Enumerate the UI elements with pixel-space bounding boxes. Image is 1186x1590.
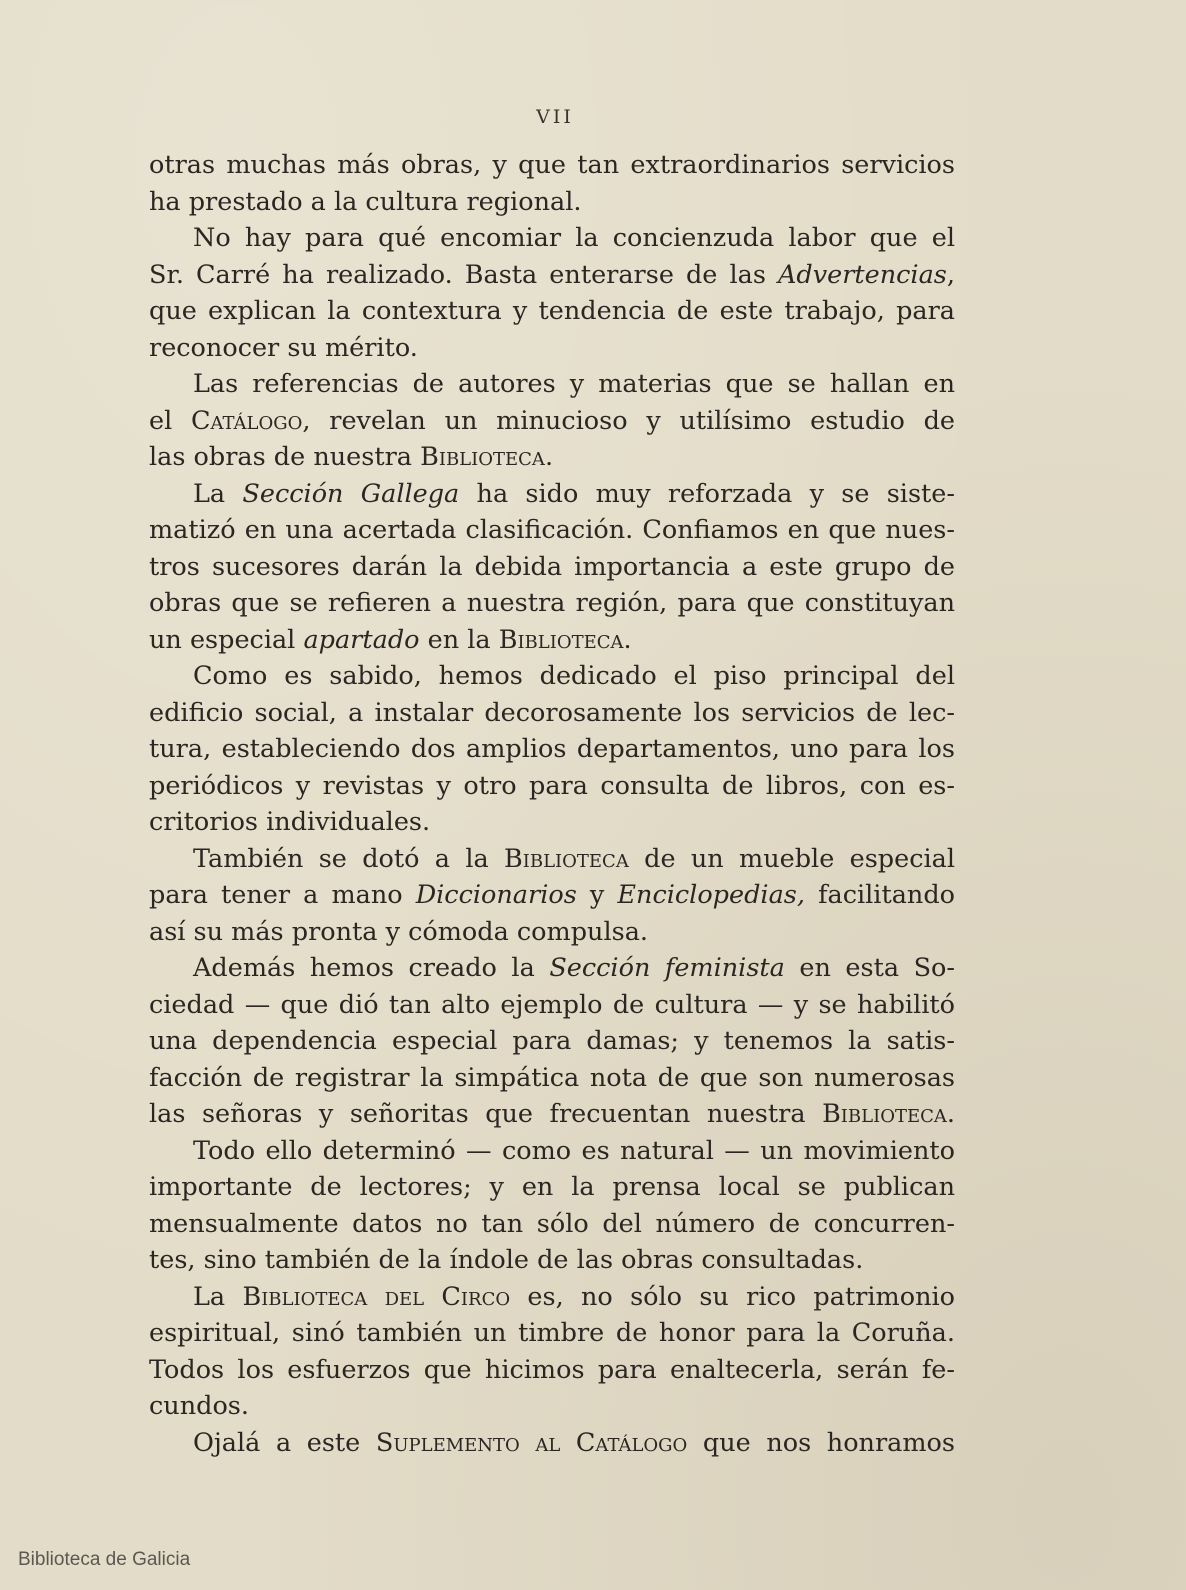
small-caps-text: Biblioteca del Circo (242, 1281, 511, 1312)
italic-text: Sección Gallega (242, 478, 460, 509)
text-line: que explican la contextura y tendencia de este trabajo, para (149, 296, 955, 326)
text-segment: También se dotó a la (193, 843, 504, 874)
text-segment: es, no sólo su rico patrimonio (510, 1281, 955, 1312)
text-line (149, 841, 955, 878)
text-segment: para tener a mano (149, 880, 416, 910)
text-line: Todos los esfuerzos que hicimos para enaltecerla, serán fe- (149, 1354, 955, 1385)
text-line (149, 439, 955, 476)
text-line: ciedad — que dió tan alto ejemplo de cultura — y se habilitó (149, 989, 955, 1020)
text-segment: las obras de nuestra (149, 442, 421, 472)
text-line: importante de lectores; y en la prensa local se publican (149, 1172, 955, 1202)
text-segment: Ojalá a este (193, 1427, 376, 1458)
text-line: Las referencias de autores y materias que se hallan en (193, 369, 955, 399)
text-line: cundos. (149, 1391, 249, 1421)
text-segment: las señoras y señoritas que frecuentan nuestra (149, 1099, 823, 1129)
text-line: edificio social, a instalar decorosamente los servicios de lec- (149, 697, 955, 728)
text-line (149, 1425, 955, 1462)
text-segment: , (946, 259, 955, 290)
text-line (149, 403, 955, 440)
text-segment: un especial (149, 624, 304, 655)
text-line (149, 950, 955, 987)
small-caps-text: Suplemento al Catálogo (375, 1427, 688, 1458)
text-line: No hay para qué encomiar la concienzuda labor que el (193, 223, 955, 253)
text-line (149, 1096, 955, 1133)
text-segment: de un mueble especial (628, 843, 955, 874)
text-line (149, 1279, 955, 1316)
italic-text: Advertencias (777, 259, 947, 290)
text-segment: La (193, 478, 243, 509)
text-line: matizó en una acertada clasificación. Confiamos en que nues- (149, 515, 955, 545)
text-segment: ha sido muy reforzada y se siste- (459, 478, 955, 509)
text-segment: , revelan un minucioso y utilísimo estudio de (302, 405, 955, 436)
text-segment: La (193, 1281, 243, 1312)
text-line: otras muchas más obras, y que tan extraordinarios servicios (149, 150, 955, 180)
text-segment: en la (419, 624, 499, 655)
text-segment: en esta So- (784, 953, 956, 983)
small-caps-text: Biblioteca (822, 1099, 947, 1129)
text-segment: . (623, 624, 632, 655)
italic-text: apartado (303, 624, 420, 655)
small-caps-text: Biblioteca (420, 442, 545, 472)
text-segment: y (576, 880, 618, 910)
text-line: critorios individuales. (149, 807, 431, 837)
text-line: Todo ello determinó — como es natural — un movimiento (193, 1135, 955, 1166)
text-line: reconocer su mérito. (149, 332, 418, 363)
text-line: tura, estableciendo dos amplios departamentos, uno para los (149, 734, 955, 764)
text-line: así su más pronta y cómoda compulsa. (149, 916, 649, 947)
text-segment: Además hemos creado la (193, 953, 550, 983)
library-watermark: Biblioteca de Galicia (18, 1549, 191, 1570)
text-line: facción de registrar la simpática nota de que son numerosas (149, 1062, 955, 1093)
text-line: ha prestado a la cultura regional. (149, 186, 582, 217)
text-line (149, 622, 955, 659)
text-line (149, 877, 955, 914)
text-line: mensualmente datos no tan sólo del número de concurren- (149, 1208, 955, 1239)
text-segment: facilitando (804, 880, 956, 910)
text-segment: el (149, 405, 191, 436)
small-caps-text: Biblioteca (504, 843, 629, 874)
italic-text: Enciclopedias, (617, 880, 805, 910)
text-line: tros sucesores darán la debida importancia a este grupo de (149, 551, 955, 582)
page-number: VII (536, 106, 574, 128)
text-segment: que nos honramos (687, 1427, 955, 1458)
text-line: una dependencia especial para damas; y tenemos la satis- (149, 1026, 955, 1056)
text-segment: . (946, 1099, 955, 1129)
text-line: espiritual, sinó también un timbre de honor para la Coruña. (149, 1318, 955, 1348)
text-line (149, 476, 955, 513)
text-line: periódicos y revistas y otro para consulta de libros, con es- (149, 770, 955, 801)
text-line: Como es sabido, hemos dedicado el piso principal del (193, 661, 955, 691)
text-segment: Sr. Carré ha realizado. Basta enterarse de las (149, 259, 778, 290)
small-caps-text: Biblioteca (498, 624, 624, 655)
text-segment: . (544, 442, 554, 472)
small-caps-text: Catálogo (191, 405, 303, 436)
text-line: tes, sino también de la índole de las obras consultadas. (149, 1245, 864, 1275)
body-text (149, 147, 955, 1461)
italic-text: Sección feminista (549, 953, 785, 983)
text-line (149, 257, 955, 294)
italic-text: Diccionarios (415, 880, 577, 910)
text-line: obras que se refieren a nuestra región, para que constituyan (149, 588, 955, 618)
